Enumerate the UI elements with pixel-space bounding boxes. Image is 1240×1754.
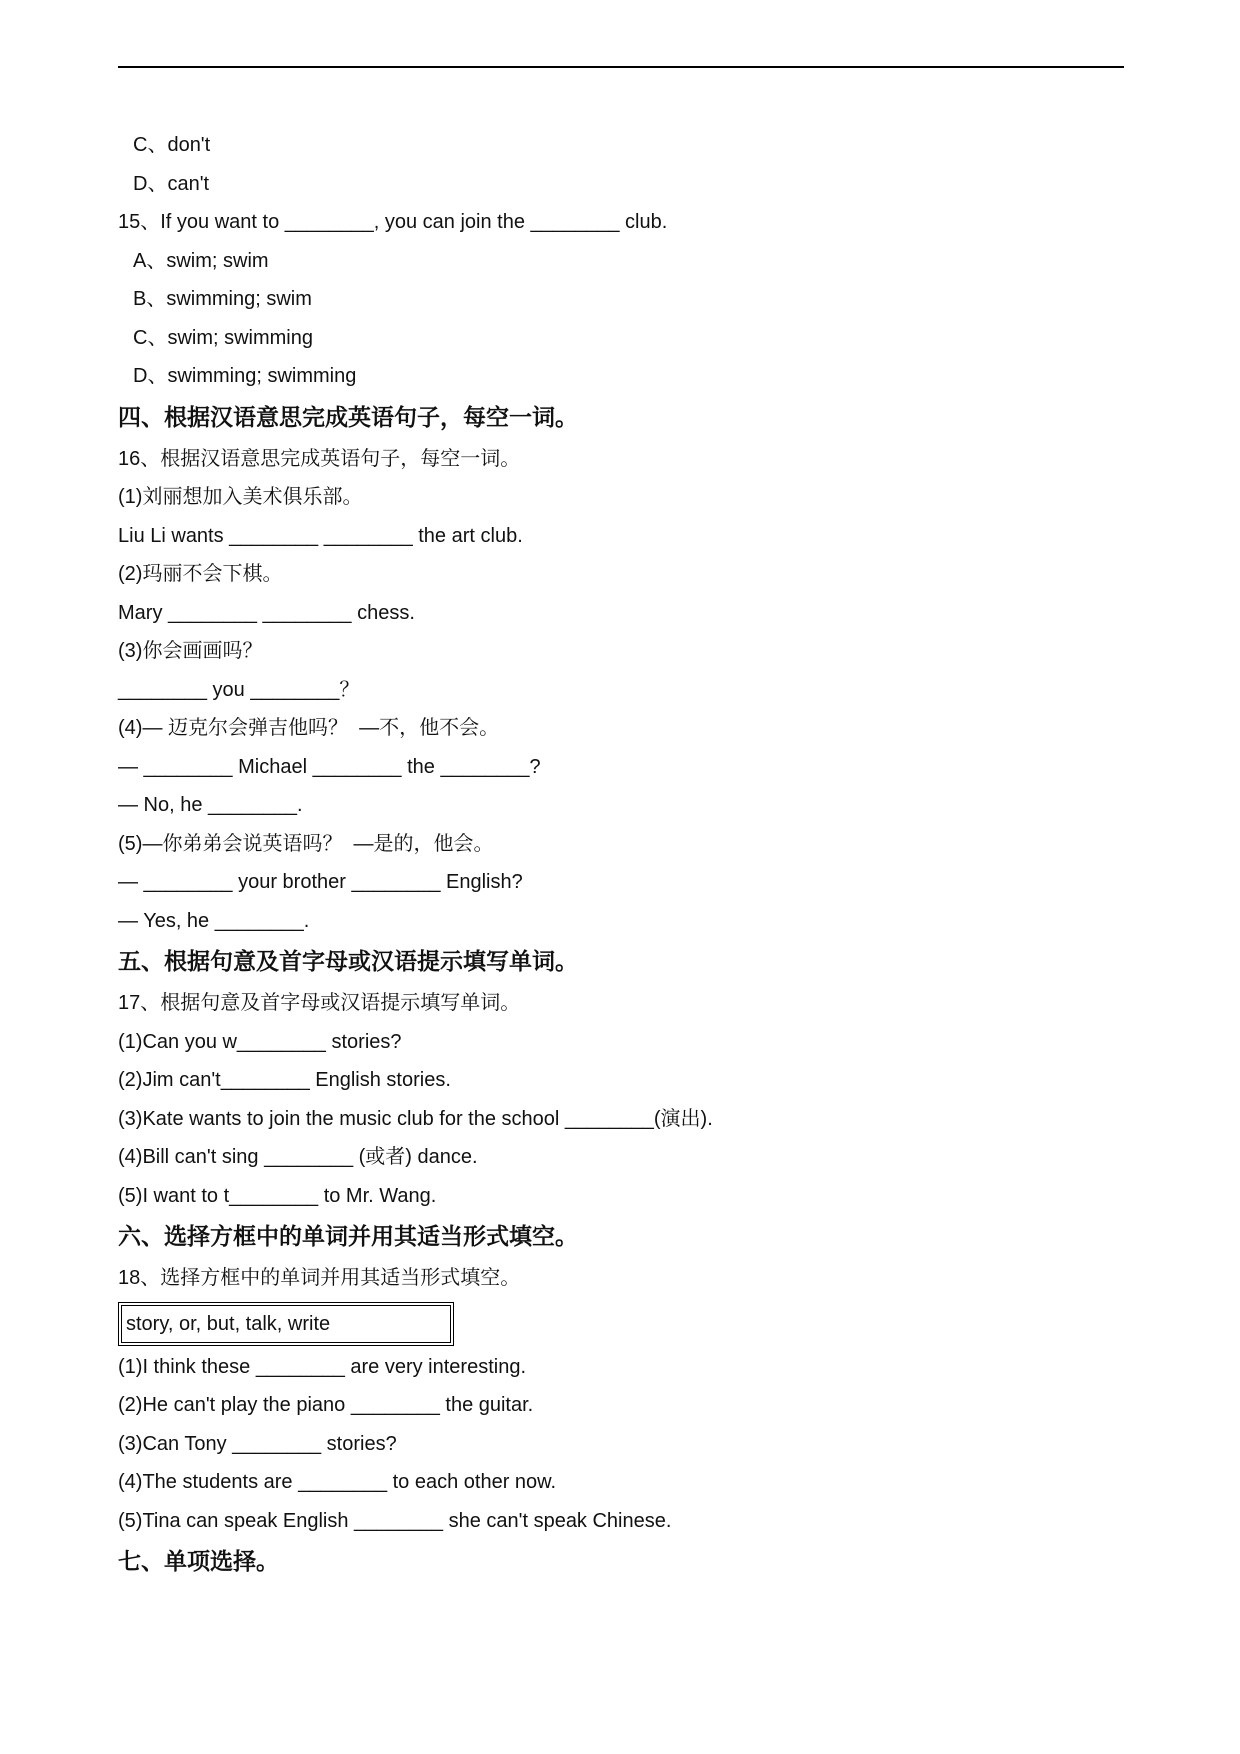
q14-option-c: C、don't: [133, 134, 211, 156]
q15-option-b: B、swimming; swim: [133, 288, 312, 310]
section-4-heading: 四、根据汉语意思完成英语句子，每空一词。: [118, 404, 578, 431]
q16-line: — ________ your brother ________ English?: [118, 871, 523, 893]
q15-stem: 15、If you want to ________, you can join the ________ club.: [118, 211, 668, 233]
q18-line: (4)The students are ________ to each other now.: [118, 1471, 557, 1493]
q17-line: (3)Kate wants to join the music club for the school ________(演出).: [118, 1107, 713, 1130]
q16-instruction: 16、根据汉语意思完成英语句子，每空一词。: [118, 447, 521, 470]
section-6-heading: 六、选择方框中的单词并用其适当形式填空。: [118, 1224, 578, 1250]
q15-option-c: C、swim; swimming: [133, 326, 313, 349]
q18-line: (5)Tina can speak English ________ she can't speak Chinese.: [118, 1509, 672, 1532]
q17-line: (4)Bill can't sing ________ (或者) dance.: [118, 1146, 478, 1168]
q16-line: — No, he ________.: [118, 794, 303, 816]
q16-line: (4)— 迈克尔会弹吉他吗？ —不，他不会。: [118, 717, 500, 739]
section-5-heading: 五、根据句意及首字母或汉语提示填写单词。: [118, 949, 578, 975]
q16-line: — Yes, he ________.: [118, 909, 310, 932]
q15-option-a: A、swim; swim: [133, 249, 269, 272]
q16-line: ________ you ________？: [118, 678, 360, 701]
q16-line: (2)玛丽不会下棋。: [118, 563, 283, 585]
word-bank-box: story, or, but, talk, write: [118, 1302, 454, 1346]
worksheet-body: [118, 126, 1124, 1584]
q14-option-d: D、can't: [133, 172, 210, 195]
q17-line: (5)I want to t________ to Mr. Wang.: [118, 1184, 437, 1207]
q16-line: (5)—你弟弟会说英语吗？ —是的，他会。: [118, 832, 494, 855]
q18-instruction: 18、选择方框中的单词并用其适当形式填空。: [118, 1267, 521, 1289]
q17-line: (2)Jim can't________ English stories.: [118, 1069, 451, 1091]
q16-line: (1)刘丽想加入美术俱乐部。: [118, 486, 363, 508]
q16-line: — ________ Michael ________ the ________?: [118, 755, 541, 778]
q18-line: (3)Can Tony ________ stories?: [118, 1432, 397, 1455]
header-rule: [118, 66, 1124, 68]
q16-line: Mary ________ ________ chess.: [118, 601, 415, 624]
q17-line: (1)Can you w________ stories?: [118, 1030, 402, 1053]
q18-line: (1)I think these ________ are very interesting.: [118, 1355, 527, 1378]
q18-line: (2)He can't play the piano ________ the guitar.: [118, 1394, 534, 1416]
q15-option-d: D、swimming; swimming: [133, 365, 357, 387]
q16-line: Liu Li wants ________ ________ the art club.: [118, 524, 523, 547]
section-7-heading: 七、单项选择。: [118, 1549, 279, 1575]
q17-instruction: 17、根据句意及首字母或汉语提示填写单词。: [118, 992, 521, 1014]
q16-line: (3)你会画画吗？: [118, 640, 263, 662]
